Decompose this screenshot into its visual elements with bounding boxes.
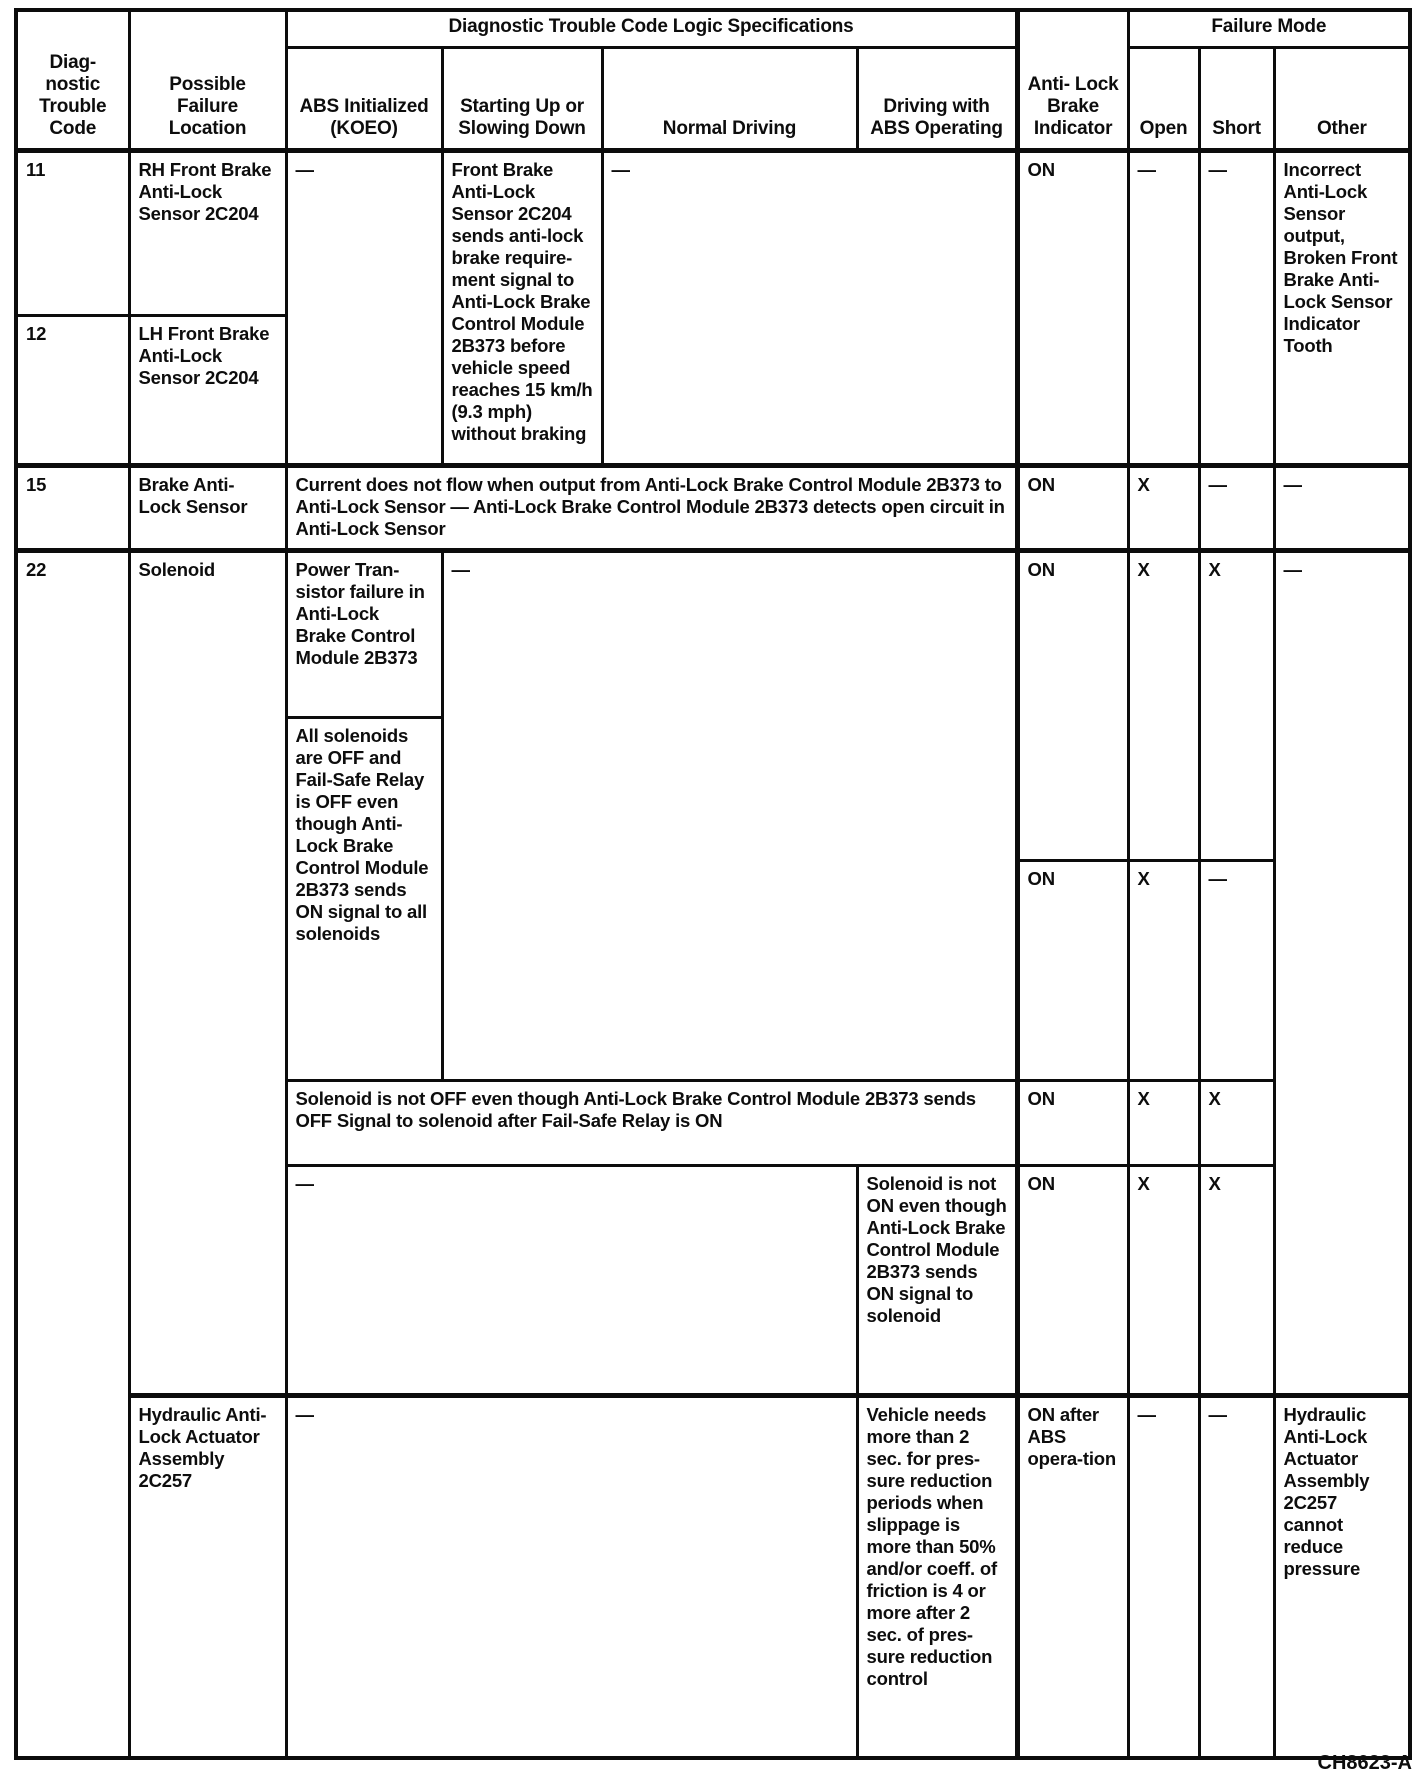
cell-location-11: RH Front Brake Anti-Lock Sensor 2C204: [129, 151, 286, 316]
cell-22d-merged-dash: —: [286, 1166, 857, 1396]
cell-22c-indicator: ON: [1017, 1081, 1128, 1166]
cell-11-12-normal-driving: —: [602, 151, 1017, 466]
cell-22d-short: X: [1199, 1166, 1274, 1396]
cell-11-12-abs-init: —: [286, 151, 442, 466]
row-22-solenoid-a: [16, 551, 1410, 718]
cell-22d-driving-with-abs: Solenoid is not ON even though Anti-Lock Brake Control Module 2B373 sends ON signal to solenoid: [857, 1166, 1017, 1396]
cell-15-short: —: [1199, 466, 1274, 551]
cell-22d-indicator: ON: [1017, 1166, 1128, 1396]
header-cell-indicator: Anti- Lock Brake Indicator: [1017, 10, 1128, 151]
cell-22b-open: X: [1128, 861, 1199, 1081]
header-cell-driving-with-abs: Driving with ABS Operating: [857, 48, 1017, 151]
cell-location-15: Brake Anti-Lock Sensor: [129, 466, 286, 551]
cell-15-other: —: [1274, 466, 1410, 551]
cell-22a-open: X: [1128, 551, 1199, 861]
cell-22b-abs-init: All solenoids are OFF and Fail-Safe Relay is OFF even though Anti-Lock Brake Control Module 2B373 sends ON signal to all solenoids: [286, 718, 442, 1081]
cell-22ab-merged-dash: —: [442, 551, 1017, 1081]
cell-22h-driving-with-abs: Vehicle needs more than 2 sec. for pres-sure reduction periods when slippage is more than 50% and/or coeff. of friction is 4 or more after 2 sec. of pres-sure reduction control: [857, 1396, 1017, 1758]
header-cell-open: Open: [1128, 48, 1199, 151]
cell-location-solenoid: Solenoid: [129, 551, 286, 1396]
cell-22h-open: —: [1128, 1396, 1199, 1758]
cell-22b-short: —: [1199, 861, 1274, 1081]
header-cell-starting-up: Starting Up or Slowing Down: [442, 48, 602, 151]
header-cell-other: Other: [1274, 48, 1410, 151]
cell-code-11: 11: [16, 151, 129, 316]
cell-15-indicator: ON: [1017, 466, 1128, 551]
cell-22a-abs-init: Power Tran-sistor failure in Anti-Lock Brake Control Module 2B373: [286, 551, 442, 718]
cell-22h-merged-dash: —: [286, 1396, 857, 1758]
cell-11-12-starting: Front Brake Anti-Lock Sensor 2C204 sends anti-lock brake require-ment signal to Anti-Lock Brake Control Module 2B373 before vehicle speed reaches 15 km/h (9.3 mph) without braking: [442, 151, 602, 466]
header-group-failure-mode: Failure Mode: [1128, 10, 1410, 48]
header-cell-code: Diag- nostic Trouble Code: [16, 10, 129, 151]
cell-22h-other: Hydraulic Anti-Lock Actuator Assembly 2C257 cannot reduce pressure: [1274, 1396, 1410, 1758]
cell-11-12-short: —: [1199, 151, 1274, 466]
row-code-11: [16, 151, 1410, 316]
cell-22a-indicator: ON: [1017, 551, 1128, 861]
row-code-15: [16, 466, 1410, 551]
cell-11-12-other: Incorrect Anti-Lock Sensor output, Broken Front Brake Anti-Lock Sensor Indicator Tooth: [1274, 151, 1410, 466]
cell-22h-short: —: [1199, 1396, 1274, 1758]
cell-code-22: 22: [16, 551, 129, 1758]
header-cell-location: Possible Failure Location: [129, 10, 286, 151]
cell-11-12-open: —: [1128, 151, 1199, 466]
cell-15-logic: Current does not flow when output from Anti-Lock Brake Control Module 2B373 to Anti-Lock Sensor — Anti-Lock Brake Control Module 2B373 detects open circuit in Anti-Lock Sensor: [286, 466, 1017, 551]
cell-15-open: X: [1128, 466, 1199, 551]
cell-22c-short: X: [1199, 1081, 1274, 1166]
cell-22c-open: X: [1128, 1081, 1199, 1166]
cell-code-15: 15: [16, 466, 129, 551]
cell-location-hydraulic: Hydraulic Anti-Lock Actuator Assembly 2C257: [129, 1396, 286, 1758]
dtc-table: [14, 8, 1412, 1760]
header-cell-normal-driving: Normal Driving: [602, 48, 857, 151]
header-cell-short: Short: [1199, 48, 1274, 151]
cell-11-12-indicator: ON: [1017, 151, 1128, 466]
header-group-logic: Diagnostic Trouble Code Logic Specifications: [286, 10, 1017, 48]
cell-22h-indicator: ON after ABS opera-tion: [1017, 1396, 1128, 1758]
row-22-hydraulic: [16, 1396, 1410, 1758]
cell-22-solenoid-other: —: [1274, 551, 1410, 1396]
cell-22c-logic: Solenoid is not OFF even though Anti-Lock Brake Control Module 2B373 sends OFF Signal to solenoid after Fail-Safe Relay is ON: [286, 1081, 1017, 1166]
cell-22a-short: X: [1199, 551, 1274, 861]
figure-number: CH8623-A: [1317, 1752, 1412, 1774]
header-cell-abs-initialized: ABS Initialized (KOEO): [286, 48, 442, 151]
cell-22d-open: X: [1128, 1166, 1199, 1396]
header-group-row: [16, 10, 1410, 48]
cell-location-12: LH Front Brake Anti-Lock Sensor 2C204: [129, 316, 286, 466]
cell-22b-indicator: ON: [1017, 861, 1128, 1081]
cell-code-12: 12: [16, 316, 129, 466]
